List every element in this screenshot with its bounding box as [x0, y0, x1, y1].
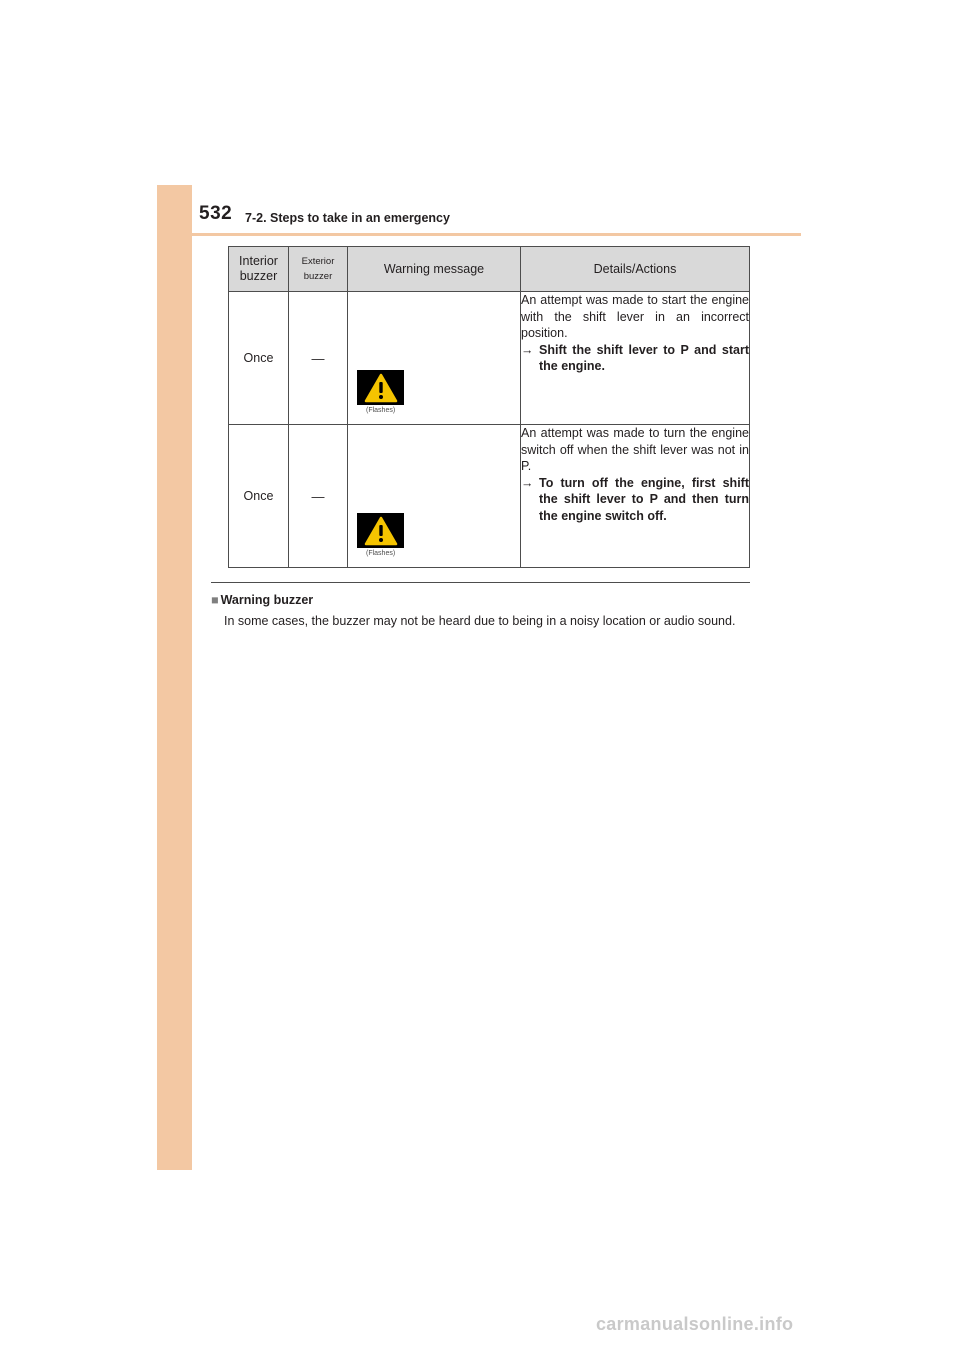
note-heading	[211, 593, 313, 607]
details-text: An attempt was made to start the engine with the shift lever in an incorrect position.	[521, 293, 749, 340]
header-warning-message: Warning message	[348, 247, 521, 292]
warning-message-cell	[348, 292, 521, 425]
table-header-row	[229, 247, 750, 292]
exterior-buzzer-cell: —	[289, 292, 348, 425]
warning-triangle-icon	[364, 516, 398, 546]
flash-label: (Flashes)	[366, 407, 396, 414]
action-text: Shift the shift lever to P and start the engine.	[539, 342, 749, 373]
arrow-right-icon: →	[521, 475, 534, 490]
table-row	[229, 425, 750, 568]
watermark: carmanualsonline.info	[596, 1314, 794, 1334]
interior-buzzer-cell: Once	[229, 425, 289, 568]
page-side-tab	[157, 185, 192, 1170]
flash-label: (Flashes)	[366, 550, 396, 557]
arrow-right-icon: →	[521, 342, 534, 357]
warning-light-display	[357, 513, 404, 548]
page-number: 532	[199, 203, 233, 224]
warning-message-cell	[348, 425, 521, 568]
section-divider	[211, 582, 750, 583]
exterior-buzzer-cell: —	[289, 425, 348, 568]
header-interior-buzzer: Interior buzzer	[229, 247, 289, 292]
header-details-actions: Details/Actions	[521, 247, 750, 292]
warning-table	[228, 246, 750, 568]
details-cell	[521, 292, 750, 425]
table-row	[229, 292, 750, 425]
header-rule	[157, 233, 801, 236]
interior-buzzer-cell: Once	[229, 292, 289, 425]
action-text: To turn off the engine, first shift the shift lever to P and then turn the engine switch off.	[539, 475, 749, 523]
square-bullet-icon: ■	[211, 593, 219, 607]
warning-light-display	[357, 370, 404, 405]
note-heading-text: Warning buzzer	[220, 593, 314, 607]
note-body: In some cases, the buzzer may not be heard due to being in a noisy location or audio sound.	[224, 614, 736, 628]
details-cell	[521, 425, 750, 568]
action-instruction	[521, 475, 749, 525]
header-exterior-buzzer: Exterior buzzer	[289, 247, 348, 292]
section-title: 7-2. Steps to take in an emergency	[245, 211, 450, 225]
warning-triangle-icon	[364, 373, 398, 403]
details-text: An attempt was made to turn the engine switch off when the shift lever was not in P.	[521, 426, 749, 473]
action-instruction	[521, 342, 749, 375]
